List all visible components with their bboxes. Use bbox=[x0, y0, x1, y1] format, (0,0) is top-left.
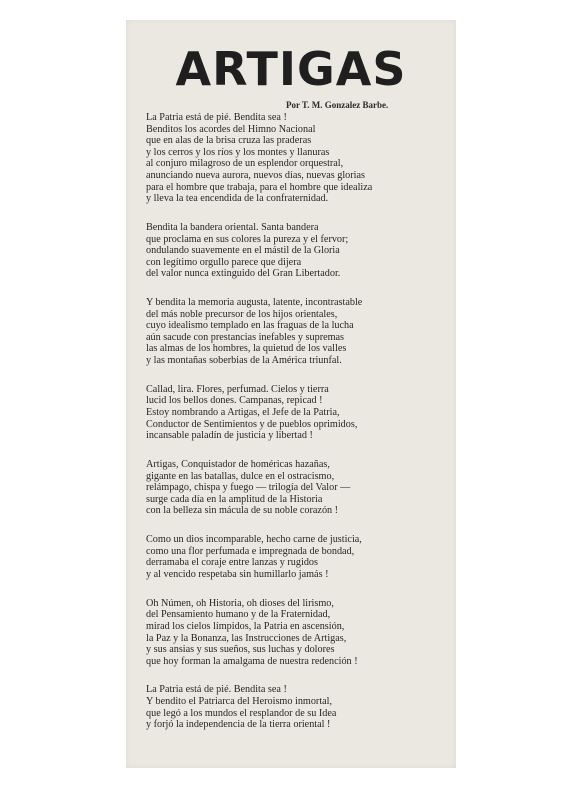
poem-line: del Pensamiento humano y de la Fraternidad, bbox=[146, 609, 331, 621]
poem-line: y sus ansias y sus sueños, sus luchas y dolores bbox=[146, 644, 335, 656]
poem-line: del más noble precursor de los hijos orientales, bbox=[146, 308, 338, 320]
poem-line: las almas de los hombres, la quietud de los valles bbox=[146, 343, 347, 355]
poem-line: que hoy forman la amalgama de nuestra redención ! bbox=[146, 655, 358, 667]
poem-line: Y bendito el Patriarca del Heroismo inmortal, bbox=[146, 696, 333, 708]
poem-line: incansable paladín de justicia y libertad ! bbox=[146, 430, 313, 442]
poem-line: La Patria está de pié. Bendita sea ! bbox=[146, 112, 287, 123]
author-byline: Por T. M. Gonzalez Barbe. bbox=[286, 100, 389, 110]
poem-line: como una flor perfumada e impregnada de bondad, bbox=[146, 545, 355, 557]
poem-line: para el hombre que trabaja, para el hombre que idealiza bbox=[146, 181, 373, 193]
poem-line: y forjó la independencia de la tierra oriental ! bbox=[146, 719, 331, 731]
poem-title: ARTIGAS bbox=[175, 42, 407, 96]
poem-line: aún sacude con prestancias inefables y supremas bbox=[146, 331, 345, 343]
poem-line: Estoy nombrando a Artigas, el Jefe de la Patria, bbox=[146, 407, 340, 419]
poem-line: ondulando suavemente en el mástil de la Gloria bbox=[146, 245, 340, 257]
poem-line: Oh Númen, oh Historia, oh dioses del lirismo, bbox=[146, 597, 334, 609]
poem-line: relámpago, chispa y fuego — trilogía del Valor — bbox=[146, 482, 351, 494]
poem-line: al conjuro milagroso de un esplendor orquestral, bbox=[146, 158, 344, 170]
poem-stanza bbox=[146, 112, 372, 205]
poem-line: Bendita la bandera oriental. Santa bandera bbox=[146, 221, 319, 233]
poem-line: Benditos los acordes del Himno Nacional bbox=[146, 123, 316, 135]
poem-stanza bbox=[146, 598, 372, 668]
poem-line: gigante en las batallas, dulce en el ostracismo, bbox=[146, 470, 335, 482]
poem-line: y las montañas soberbias de la América triunfal. bbox=[146, 355, 342, 367]
poem-stanza bbox=[146, 297, 372, 367]
poem-line: cuyo idealismo templado en las fraguas de la lucha bbox=[146, 320, 354, 332]
poem-stanza bbox=[146, 384, 372, 442]
poem-stanza bbox=[146, 684, 372, 730]
poem-line: Como un dios incomparable, hecho carne de justicia, bbox=[146, 534, 362, 546]
poem-line: surge cada día en la amplitud de la Historia bbox=[146, 493, 323, 505]
poem-line: del valor nunca extinguido del Gran Libertador. bbox=[146, 268, 341, 280]
poem-line: la Paz y la Bonanza, las Instrucciones de Artigas, bbox=[146, 632, 347, 644]
newspaper-clipping bbox=[126, 20, 456, 768]
poem-line: con la belleza sin mácula de su noble corazón ! bbox=[146, 505, 339, 517]
poem-line: Y bendita la memoria augusta, latente, incontrastable bbox=[146, 297, 363, 309]
poem-line: y lleva la tea encendida de la confraternidad. bbox=[146, 193, 329, 205]
poem-line: que en alas de la brisa cruza las praderas bbox=[146, 135, 312, 147]
poem-stanza bbox=[146, 534, 372, 580]
poem-line: anunciando nueva aurora, nuevos días, nuevas glorias bbox=[146, 169, 365, 181]
poem-line: lucid los bellos dones. Campanas, repicad ! bbox=[146, 395, 323, 407]
poem-body bbox=[146, 112, 372, 748]
poem-stanza bbox=[146, 459, 372, 517]
poem-line: Conductor de Sentimientos y de pueblos oprimidos, bbox=[146, 418, 358, 430]
poem-line: mirad los cielos límpidos, la Patria en ascensión, bbox=[146, 620, 345, 632]
poem-line: con legítimo orgullo parece que dijera bbox=[146, 256, 302, 268]
poem-line: La Patria está de pié. Bendita sea ! bbox=[146, 684, 287, 696]
poem-line: y los cerros y los ríos y los montes y llanuras bbox=[146, 146, 330, 158]
poem-line: Artigas, Conquistador de homéricas hazañas, bbox=[146, 459, 330, 470]
poem-stanza bbox=[146, 222, 372, 280]
poem-line: Callad, lira. Flores, perfumad. Cielos y tierra bbox=[146, 383, 329, 395]
poem-line: que proclama en sus colores la pureza y el fervor; bbox=[146, 233, 349, 245]
poem-line: que legó a los mundos el resplandor de su Idea bbox=[146, 707, 337, 719]
poem-line: y al vencido respetaba sin humillarlo jamás ! bbox=[146, 568, 329, 580]
poem-line: derramaba el coraje entre lanzas y rugidos bbox=[146, 557, 318, 569]
